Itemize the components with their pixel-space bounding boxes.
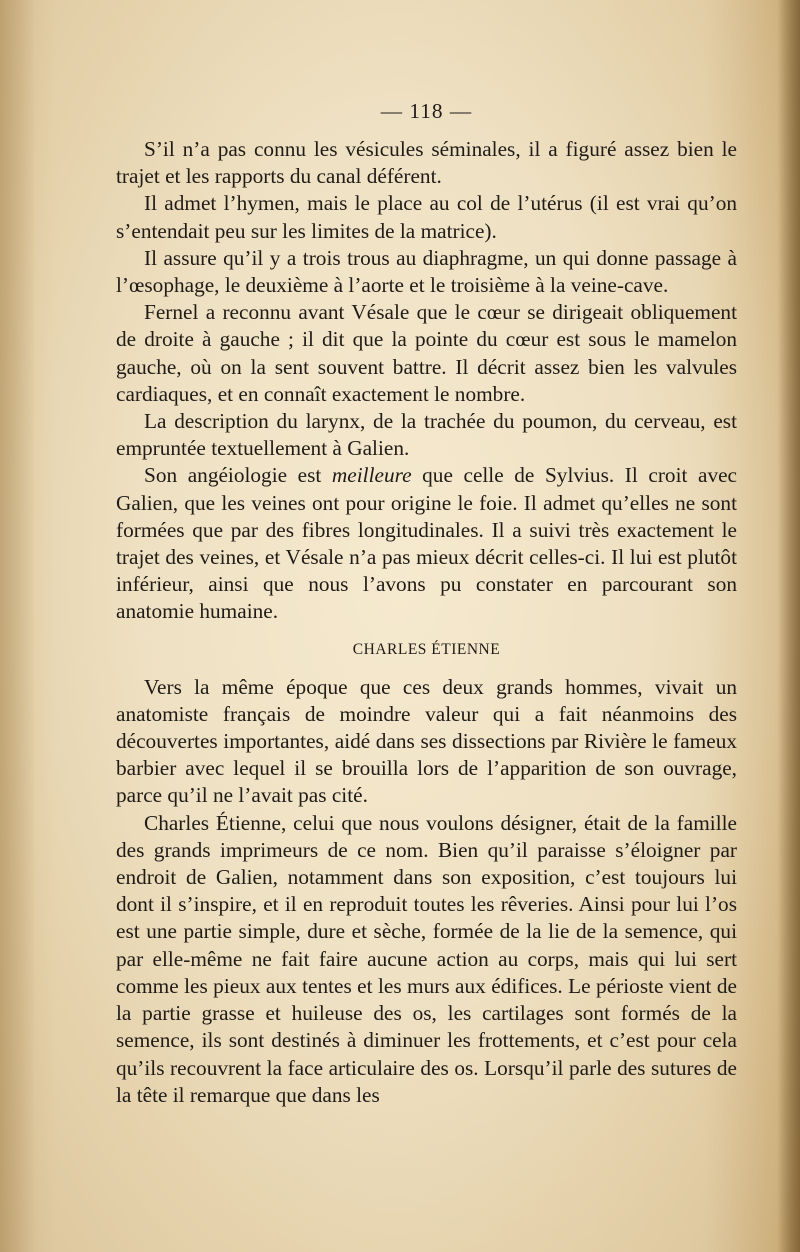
page-number: — 118 — bbox=[380, 99, 473, 123]
paragraph-fernel-coeur: Fernel a reconnu avant Vésale que le cœur se dirigeait obliquement de droite à gauche ; il dit que la pointe du cœur est sous le mamelon gauche, où on la sent souvent battre. Il décrit assez bien les valvules cardiaques, et en connaît exactement le nombre. bbox=[116, 300, 737, 406]
page-left-shadow bbox=[0, 0, 34, 1252]
section-heading: CHARLES ÉTIENNE bbox=[352, 640, 501, 658]
page-right-shadow bbox=[778, 0, 800, 1252]
paragraph-angeiologie bbox=[116, 462, 737, 625]
angeiologie-text-start: Son angéiologie est bbox=[144, 463, 332, 488]
paragraph-vesicules: S’il n’a pas connu les vésicules séminales, il a figuré assez bien le trajet et les rapports du canal déférent. bbox=[116, 137, 737, 189]
text-block bbox=[116, 98, 737, 1109]
paragraph-hymen: Il admet l’hymen, mais le place au col de l’utérus (il est vrai qu’on s’entendait peu sur les limites de la matrice). bbox=[116, 191, 737, 243]
paragraph-epoque: Vers la même époque que ces deux grands hommes, vivait un anatomiste français de moindre valeur qui a fait néanmoins des découvertes importantes, aidé dans ses dissections par Rivière le fameux barbier avec lequel il se brouilla lors de l’apparition de son ouvrage, parce qu’il ne l’avait pas cité. bbox=[116, 674, 737, 808]
paragraph-larynx: La description du larynx, de la trachée du poumon, du cerveau, est empruntée textuellement à Galien. bbox=[116, 409, 737, 461]
angeiologie-text-end: que celle de Sylvius. Il croit avec Galien, que les veines ont pour origine le foie. Il admet qu’elles ne sont formées que par des fibres longitudinales. Il a suivi très exactement le trajet des veines, et Vésale n’a pas mieux décrit celles-ci. Il lui est plutôt inférieur, ainsi que nous l’avons pu constater en parcourant son anatomie humaine. bbox=[116, 463, 738, 624]
paragraph-diaphragme: Il assure qu’il y a trois trous au diaphragme, un qui donne passage à l’œsophage, le deuxième à l’aorte et le troisième à la veine-cave. bbox=[116, 245, 737, 298]
paragraph-charles-etienne: Charles Étienne, celui que nous voulons désigner, était de la famille des grands imprimeurs de ce nom. Bien qu’il paraisse s’éloigner par endroit de Galien, notamment dans son exposition, c’est toujours lui dont il s’inspire, et il en reproduit toutes les rêveries. Ainsi pour lui l’os est une partie simple, dure et sèche, formée de la lie de la semence, qui par elle-même ne fait faire aucune action au corps, mais qui lui sert comme les pieux aux tentes et les murs aux édifices. Le périoste vient de la partie grasse et huileuse des os, les cartilages sont formés de la semence, ils sont destinés à diminuer les frottements, et c’est pour cela qu’ils recouvrent la face articulaire des os. Lorsqu’il parle des sutures de la tête il remarque que dans les bbox=[116, 810, 737, 1107]
angeiologie-emphasis: meilleure bbox=[331, 463, 412, 488]
